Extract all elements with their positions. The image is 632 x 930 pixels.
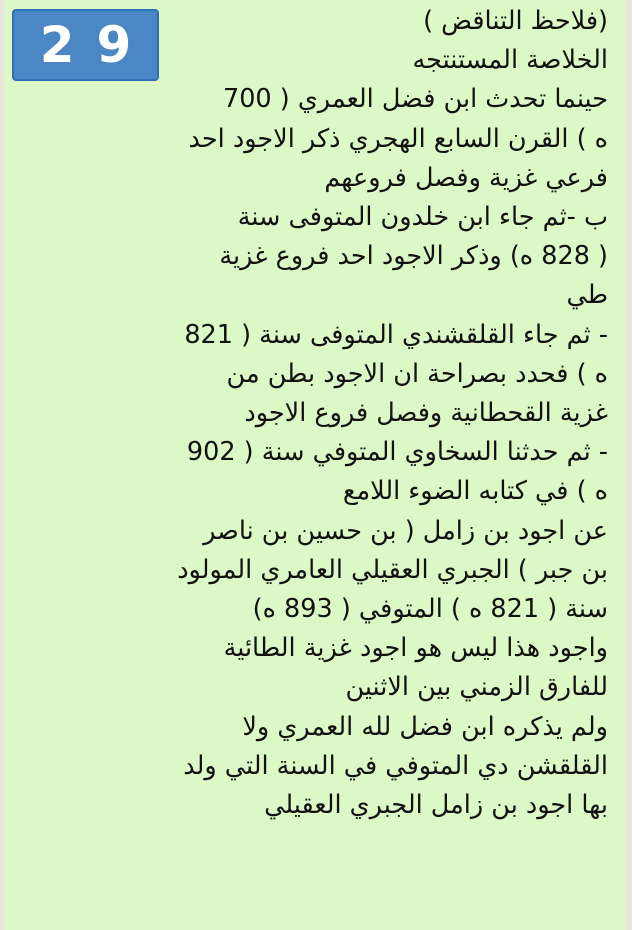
message-bubble[interactable] [4,0,626,930]
badge-digit: 9 [96,16,132,74]
message-line: ه ) فحدد بصراحة ان الاجود بطن من [226,358,608,389]
message-line: حينما تحدث ابن فضل العمري ( 700 [222,84,608,115]
message-line: غزية القحطانية وفصل فروع الاجود [244,398,608,429]
message-line: (فلاحظ التناقض ) [423,6,608,36]
message-line: ( 828 ه) وذكر الاجود احد فروع غزية [219,241,608,272]
message-line: للفارق الزمني بين الاثنين [345,672,608,703]
message-line: ولم يذكره ابن فضل لله العمري ولا [242,711,608,742]
page-number-badge [12,9,159,81]
message-line: عن اجود بن زامل ( بن حسين بن ناصر [203,515,608,546]
message-line: فرعي غزية وفصل فروعهم [324,162,608,193]
message-line: بها اجود بن زامل الجبري العقيلي [264,790,608,821]
message-line: - ثم حدثنا السخاوي المتوفي سنة ( 902 [186,437,608,468]
message-line: الخلاصة المستنتجه [412,45,608,76]
message-line: ب -ثم جاء ابن خلدون المتوفى سنة [237,202,608,233]
message-line: - ثم جاء القلقشندي المتوفى سنة ( 821 [184,319,608,350]
message-line: واجود هذا ليس هو اجود غزية الطائية [223,633,608,664]
message-line: سنة ( 821 ه ) المتوفي ( 893 ه) [252,594,608,625]
message-line: ه ) القرن السابع الهجري ذكر الاجود احد [188,123,608,154]
message-text [18,2,608,825]
message-line: طي [566,280,608,311]
message-line: بن جبر ) الجبري العقيلي العامري المولود [177,554,608,585]
message-line: القلقشن دي المتوفي في السنة التي ولد [183,750,608,781]
message-line: ه ) في كتابه الضوء اللامع [342,476,608,507]
badge-digit: 2 [39,16,75,74]
